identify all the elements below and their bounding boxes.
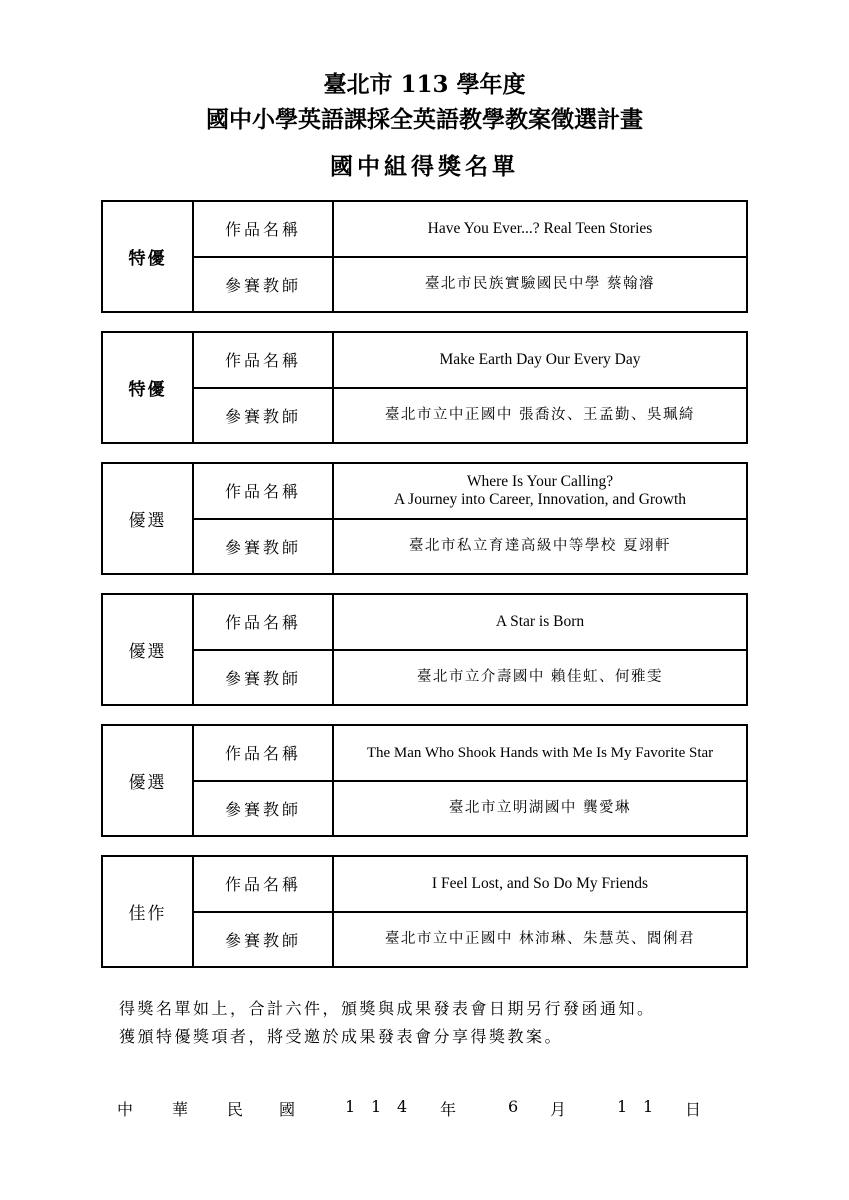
date-year-digit: 4 [397,1097,408,1116]
work-title: Make Earth Day Our Every Day [439,350,641,368]
date-month-digit: 6 [508,1097,519,1116]
teacher-names: 臺北市立中正國中 林沛琳、朱慧英、閻俐君 [384,931,696,948]
teacher-names: 臺北市私立育達高級中等學校 夏翊軒 [408,538,672,555]
date-year-digit: 1 [345,1097,356,1116]
award-rank: 優選 [103,595,194,704]
award-table-4 [101,593,748,706]
award-table-6 [101,855,748,968]
note-line-2: 獲頒特優獎項者，將受邀於成果發表會分享得獎教案。 [119,1027,564,1046]
date-day-digit: 1 [617,1097,628,1116]
date-char: 年 [440,1100,457,1119]
date-year-digit: 1 [371,1097,382,1116]
teacher-label: 參賽教師 [194,782,334,836]
work-title: I Feel Lost, and So Do My Friends [431,874,649,892]
teacher-label: 參賽教師 [194,389,334,443]
teacher-names: 臺北市立明湖國中 龔愛琳 [448,800,632,817]
date-char: 國 [279,1100,296,1119]
award-rank: 優選 [103,464,194,573]
teacher-label: 參賽教師 [194,520,334,574]
work-title: Have You Ever...? Real Teen Stories [427,219,653,237]
work-title: A Star is Born [495,612,585,630]
work-title-label: 作品名稱 [194,202,334,256]
date-char: 日 [685,1100,702,1119]
award-rank: 佳作 [103,857,194,966]
work-title-label: 作品名稱 [194,333,334,387]
award-table-5 [101,724,748,837]
work-title-line2: A Journey into Career, Innovation, and Growth [393,490,687,508]
page-subtitle: 國中組得獎名單 [330,153,519,180]
award-rank: 特優 [103,202,194,311]
work-title-label: 作品名稱 [194,726,334,780]
page-title-line1: 臺北市 113 學年度 [323,71,526,98]
document-date [0,1097,849,1121]
teacher-names: 臺北市立中正國中 張喬汝、王孟勤、吳珮綺 [384,407,696,424]
date-char: 民 [227,1100,244,1119]
work-title [334,464,746,518]
work-title-label: 作品名稱 [194,857,334,911]
award-rank: 特優 [103,333,194,442]
award-rank: 優選 [103,726,194,835]
date-char: 中 [117,1100,134,1119]
date-day-digit: 1 [643,1097,654,1116]
work-title: The Man Who Shook Hands with Me Is My Favorite Star [366,744,714,761]
award-table-2 [101,331,748,444]
award-table-3 [101,462,748,575]
note-line-1: 得獎名單如上，合計六件，頒獎與成果發表會日期另行發函通知。 [119,999,656,1018]
work-title-line1: Where Is Your Calling? [466,472,614,490]
award-table-1 [101,200,748,313]
date-char: 華 [172,1100,189,1119]
work-title-label: 作品名稱 [194,464,334,518]
teacher-names: 臺北市立介壽國中 賴佳虹、何雅雯 [416,669,664,686]
page-title-line2: 國中小學英語課採全英語教學教案徵選計畫 [206,106,643,133]
teacher-label: 參賽教師 [194,651,334,705]
work-title-label: 作品名稱 [194,595,334,649]
date-char: 月 [550,1100,567,1119]
teacher-label: 參賽教師 [194,913,334,967]
teacher-names: 臺北市民族實驗國民中學 蔡翰濬 [424,276,656,293]
teacher-label: 參賽教師 [194,258,334,312]
